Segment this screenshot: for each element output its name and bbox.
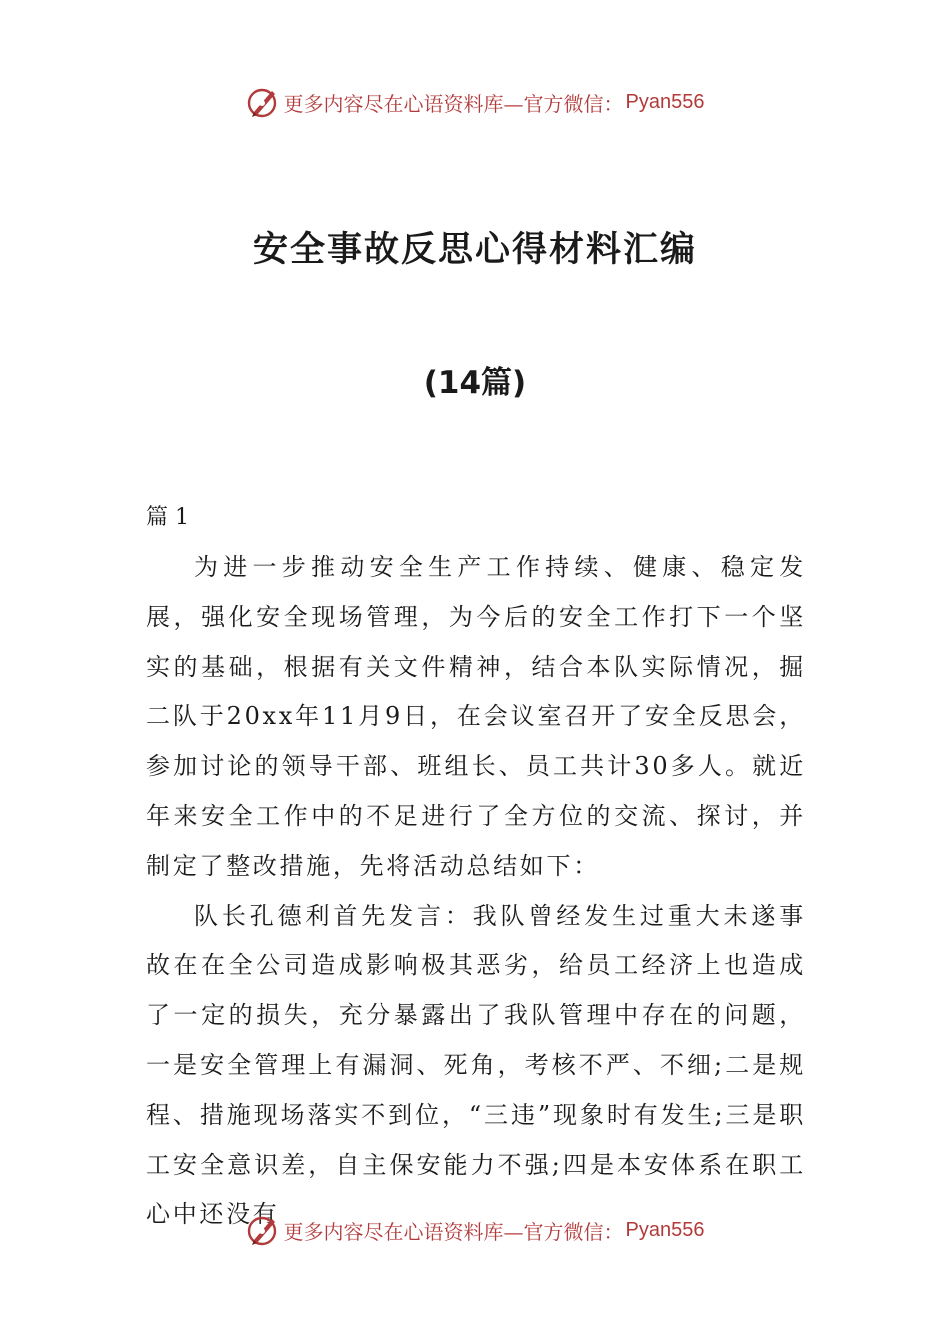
paragraph: 队长孔德利首先发言：我队曾经发生过重大未遂事故在在全公司造成影响极其恶劣，给员工经济上也造成了一定的损失，充分暴露出了我队管理中存在的问题，一是安全管理上有漏洞、死角，考核不严、不细;二是规程、措施现场落实不到位，“三违”现象时有发生;三是职工安全意识差，自主保安能力不强;四是本安体系在职工心中还没有 bbox=[146, 901, 806, 1229]
header-banner-wechat-id: Pyan556 bbox=[625, 90, 705, 113]
pen-logo-icon bbox=[246, 1213, 280, 1247]
paragraph: 为进一步推动安全生产工作持续、健康、稳定发展，强化安全现场管理，为今后的安全工作打下一个坚实的基础，根据有关文件精神，结合本队实际情况，掘二队于20xx年11月9日，在会议室召开了安全反思会，参加讨论的领导干部、班组长、员工共计30多人。就近年来安全工作中的不足进行了全方位的交流、探讨，并制定了整改措施，先将活动总结如下： bbox=[146, 553, 806, 880]
document-subtitle: (14篇) bbox=[423, 365, 527, 401]
footer-watermark-banner bbox=[0, 1210, 950, 1250]
document-body bbox=[146, 543, 806, 1240]
section-label: 篇 1 bbox=[146, 505, 189, 530]
footer-banner-text: 更多内容尽在心语资料库—官方微信： bbox=[283, 1219, 624, 1244]
document-title: 安全事故反思心得材料汇编 bbox=[252, 230, 697, 270]
header-banner-text: 更多内容尽在心语资料库—官方微信： bbox=[283, 91, 624, 116]
footer-banner-wechat-id: Pyan556 bbox=[625, 1218, 705, 1241]
pen-logo-icon bbox=[246, 85, 280, 119]
header-watermark-banner bbox=[0, 82, 950, 122]
